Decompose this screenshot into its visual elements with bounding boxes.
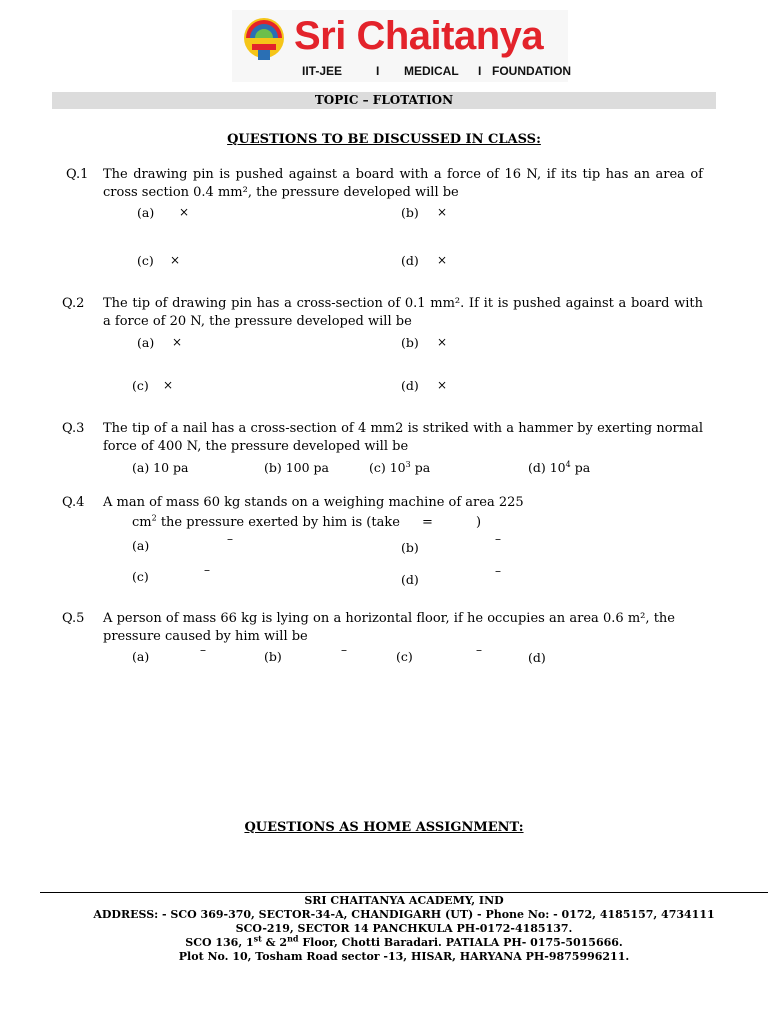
question-text: The drawing pin is pushed against a board with a force of 16 N, if its tip has an area of cross section 0.4 mm², the pressure developed will be: [103, 167, 703, 200]
footer-patiala-b: & 2: [261, 936, 288, 949]
logo-emblem-icon: [238, 14, 290, 66]
logo: [232, 10, 572, 82]
logo-sub-separator: I: [478, 64, 482, 78]
option-b: (b) 100 pa: [264, 460, 330, 475]
question-number: Q.5: [62, 611, 85, 626]
unit-exponent: 2: [151, 513, 157, 523]
option-d-exponent: 4: [565, 459, 571, 469]
option-b: (b): [401, 205, 419, 220]
option-b-mark: –: [341, 643, 347, 657]
option-c: (c): [132, 378, 149, 393]
option-c-mark: ×: [170, 253, 181, 267]
option-c-mark: ×: [163, 378, 174, 392]
option-c-mark: –: [476, 643, 482, 657]
option-c-unit: pa: [410, 460, 431, 475]
question-text-rest: the pressure exerted by him is (take: [156, 515, 400, 530]
logo-sub-separator: I: [376, 64, 380, 78]
footer-sup-nd: nd: [287, 933, 299, 944]
option-a-mark: ×: [172, 335, 183, 349]
option-c: (c): [396, 649, 413, 664]
option-d: (d): [528, 650, 546, 665]
option-d-mark: ×: [437, 378, 448, 392]
option-b: (b): [401, 540, 419, 555]
question-text: A person of mass 66 kg is lying on a horizontal floor, if he occupies an area 0.6 m², the pressure caused by him will be: [103, 611, 675, 644]
option-c: (c): [137, 253, 154, 268]
logo-title: Sri Chaitanya: [294, 14, 544, 58]
topic-bar: TOPIC – FLOTATION: [52, 92, 716, 109]
equals-sign: =: [422, 515, 433, 530]
logo-sub-foundation: FOUNDATION: [492, 64, 572, 78]
option-d-mark: ×: [437, 253, 448, 267]
question-text: The tip of drawing pin has a cross-section of 0.1 mm². If it is pushed against a board with a force of 20 N, the pressure developed will be: [103, 296, 703, 329]
option-d: (d): [401, 572, 419, 587]
footer-patiala-c: Floor, Chotti Baradari. PATIALA PH- 0175-5015666.: [298, 936, 623, 949]
question-text-line2: [132, 514, 400, 532]
option-d-base: (d) 10: [528, 460, 566, 475]
option-d: (d): [401, 253, 419, 268]
question-text-line1: A man of mass 60 kg stands on a weighing machine of area 225: [103, 495, 524, 510]
option-b-mark: ×: [437, 335, 448, 349]
footer-patiala-a: SCO 136, 1: [185, 936, 254, 949]
footer-address-hisar: Plot No. 10, Tosham Road sector -13, HISAR, HARYANA PH-9875996211.: [178, 950, 630, 963]
closing-paren: ): [476, 515, 482, 530]
option-a-mark: –: [200, 643, 206, 657]
question-text: The tip of a nail has a cross-section of 4 mm2 is striked with a hammer by exerting normal force of 400 N, the pressure developed will be: [103, 421, 703, 454]
option-c: [369, 460, 430, 475]
unit-cm: cm: [132, 515, 152, 530]
option-d-mark: –: [495, 564, 501, 578]
option-d-unit: pa: [570, 460, 591, 475]
option-c-base: (c) 10: [369, 460, 406, 475]
logo-subtitle: [302, 64, 571, 78]
option-c: (c): [132, 569, 149, 584]
option-a: (a): [137, 335, 155, 350]
option-a-mark: ×: [179, 205, 190, 219]
option-a: (a) 10 pa: [132, 460, 189, 475]
option-a: (a): [132, 538, 150, 553]
option-b: (b): [401, 335, 419, 350]
footer-academy-name: SRI CHAITANYA ACADEMY, IND: [304, 894, 504, 907]
question-number: Q.4: [62, 495, 85, 510]
option-a: (a): [137, 205, 155, 220]
option-d: [528, 460, 590, 475]
option-b-mark: –: [495, 532, 501, 546]
footer-address-panchkula: SCO-219, SECTOR 14 PANCHKULA PH-0172-4185137.: [235, 922, 573, 935]
option-b-mark: ×: [437, 205, 448, 219]
option-b: (b): [264, 649, 282, 664]
question-number: Q.1: [66, 167, 89, 182]
option-c-exponent: 3: [405, 459, 411, 469]
option-a-mark: –: [227, 532, 233, 546]
footer-address-patiala: [40, 933, 768, 950]
class-questions-heading: QUESTIONS TO BE DISCUSSED IN CLASS:: [227, 132, 541, 147]
footer-sup-st: st: [253, 933, 262, 944]
option-a: (a): [132, 649, 150, 664]
question-number: Q.3: [62, 421, 85, 436]
option-c-mark: –: [204, 563, 210, 577]
option-d: (d): [401, 378, 419, 393]
question-number: Q.2: [62, 296, 85, 311]
logo-sub-medical: MEDICAL: [404, 64, 459, 78]
footer-address-chandigarh: ADDRESS: - SCO 369-370, SECTOR-34-A, CHANDIGARH (UT) - Phone No: - 0172, 4185157, 4734111: [93, 908, 715, 921]
home-assignment-heading: QUESTIONS AS HOME ASSIGNMENT:: [244, 820, 524, 835]
footer-divider: [40, 892, 768, 893]
logo-sub-iitjee: IIT-JEE: [302, 64, 343, 78]
